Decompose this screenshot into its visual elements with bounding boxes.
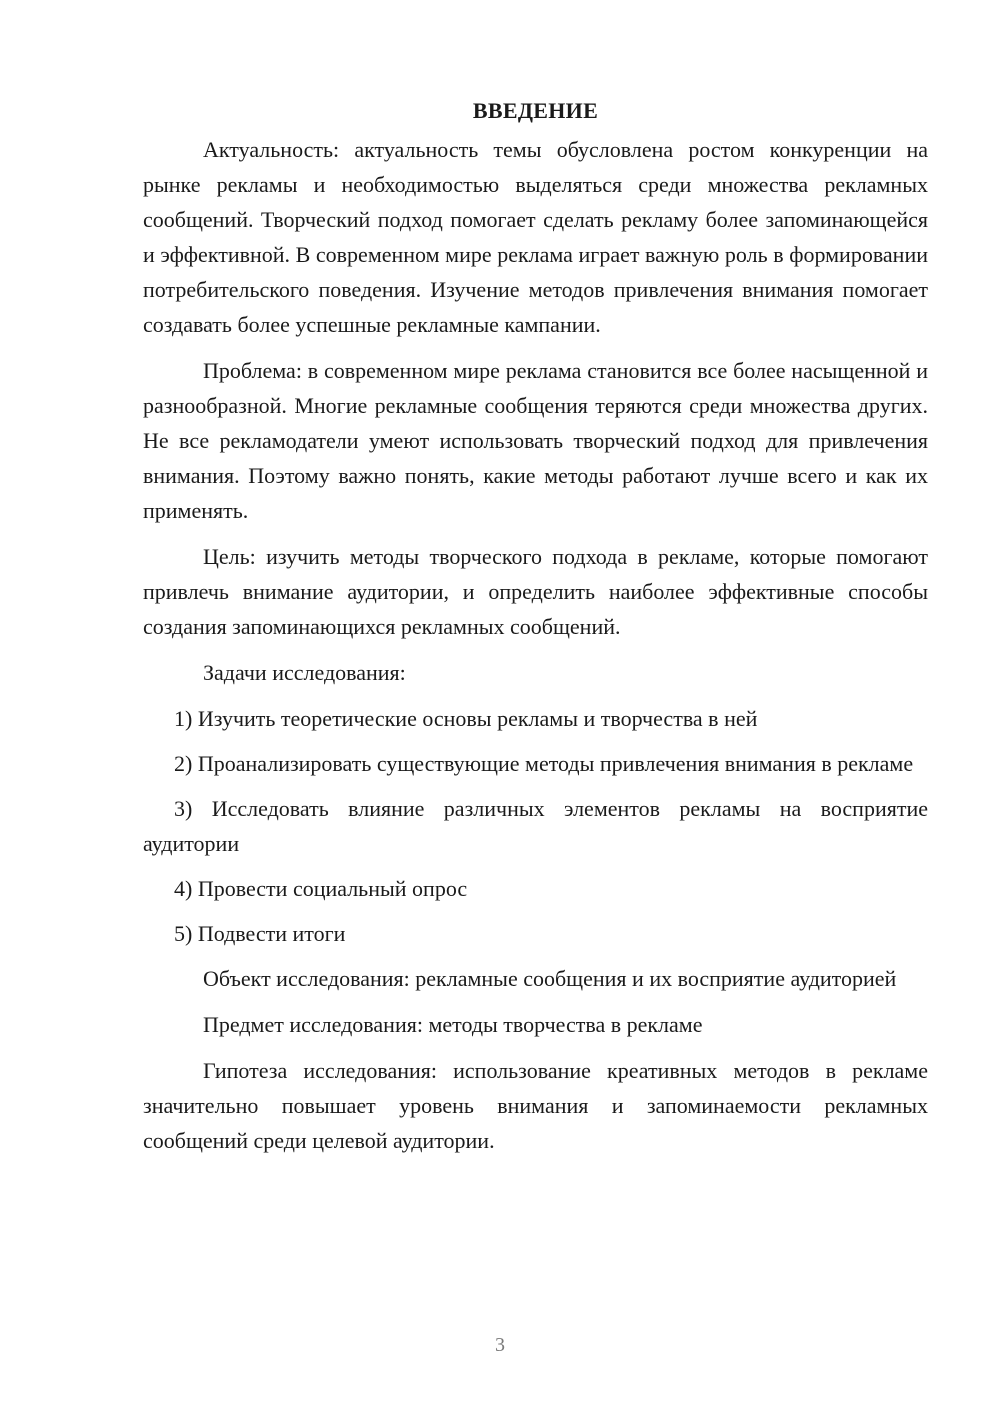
hypothesis-paragraph: Гипотеза исследования: использование креативных методов в рекламе значительно повышает уровень внимания и запоминаемости рекламных сообщений среди целевой аудитории. xyxy=(143,1058,928,1153)
task-item: 5) Подвести итоги xyxy=(174,921,346,946)
task-item: 2) Проанализировать существующие методы привлечения внимания в рекламе xyxy=(174,751,914,776)
goal-paragraph: Цель: изучить методы творческого подхода в рекламе, которые помогают привлечь внимание аудитории, и определить наиболее эффективные способы создания запоминающихся рекламных сообщений. xyxy=(143,544,928,639)
document-heading: ВВЕДЕНИЕ xyxy=(472,98,599,123)
object-paragraph: Объект исследования: рекламные сообщения и их восприятие аудиторией xyxy=(203,966,897,991)
problem-paragraph: Проблема: в современном мире реклама становится все более насыщенной и разнообразной. Многие рекламные сообщения теряются среди множества других. Не все рекламодатели умеют использовать творческий подход для привлечения внимания. Поэтому важно понять, какие методы работают лучше всего и как их применять. xyxy=(143,358,928,523)
task-item: 3) Исследовать влияние различных элементов рекламы на восприятие аудитории xyxy=(143,796,928,856)
task-item: 4) Провести социальный опрос xyxy=(174,876,468,901)
page-number: 3 xyxy=(495,1334,505,1356)
relevance-paragraph: Актуальность: актуальность темы обусловлена ростом конкуренции на рынке рекламы и необходимостью выделяться среди множества рекламных сообщений. Творческий подход помогает сделать рекламу более запоминающейся и эффективной. В современном мире реклама играет важную роль в формировании потребительского поведения. Изучение методов привлечения внимания помогает создавать более успешные рекламные кампании. xyxy=(143,137,928,337)
subject-paragraph: Предмет исследования: методы творчества в рекламе xyxy=(203,1012,703,1037)
document-page xyxy=(143,96,928,1169)
task-item: 1) Изучить теоретические основы рекламы и творчества в ней xyxy=(174,706,758,731)
tasks-heading: Задачи исследования: xyxy=(203,660,406,685)
